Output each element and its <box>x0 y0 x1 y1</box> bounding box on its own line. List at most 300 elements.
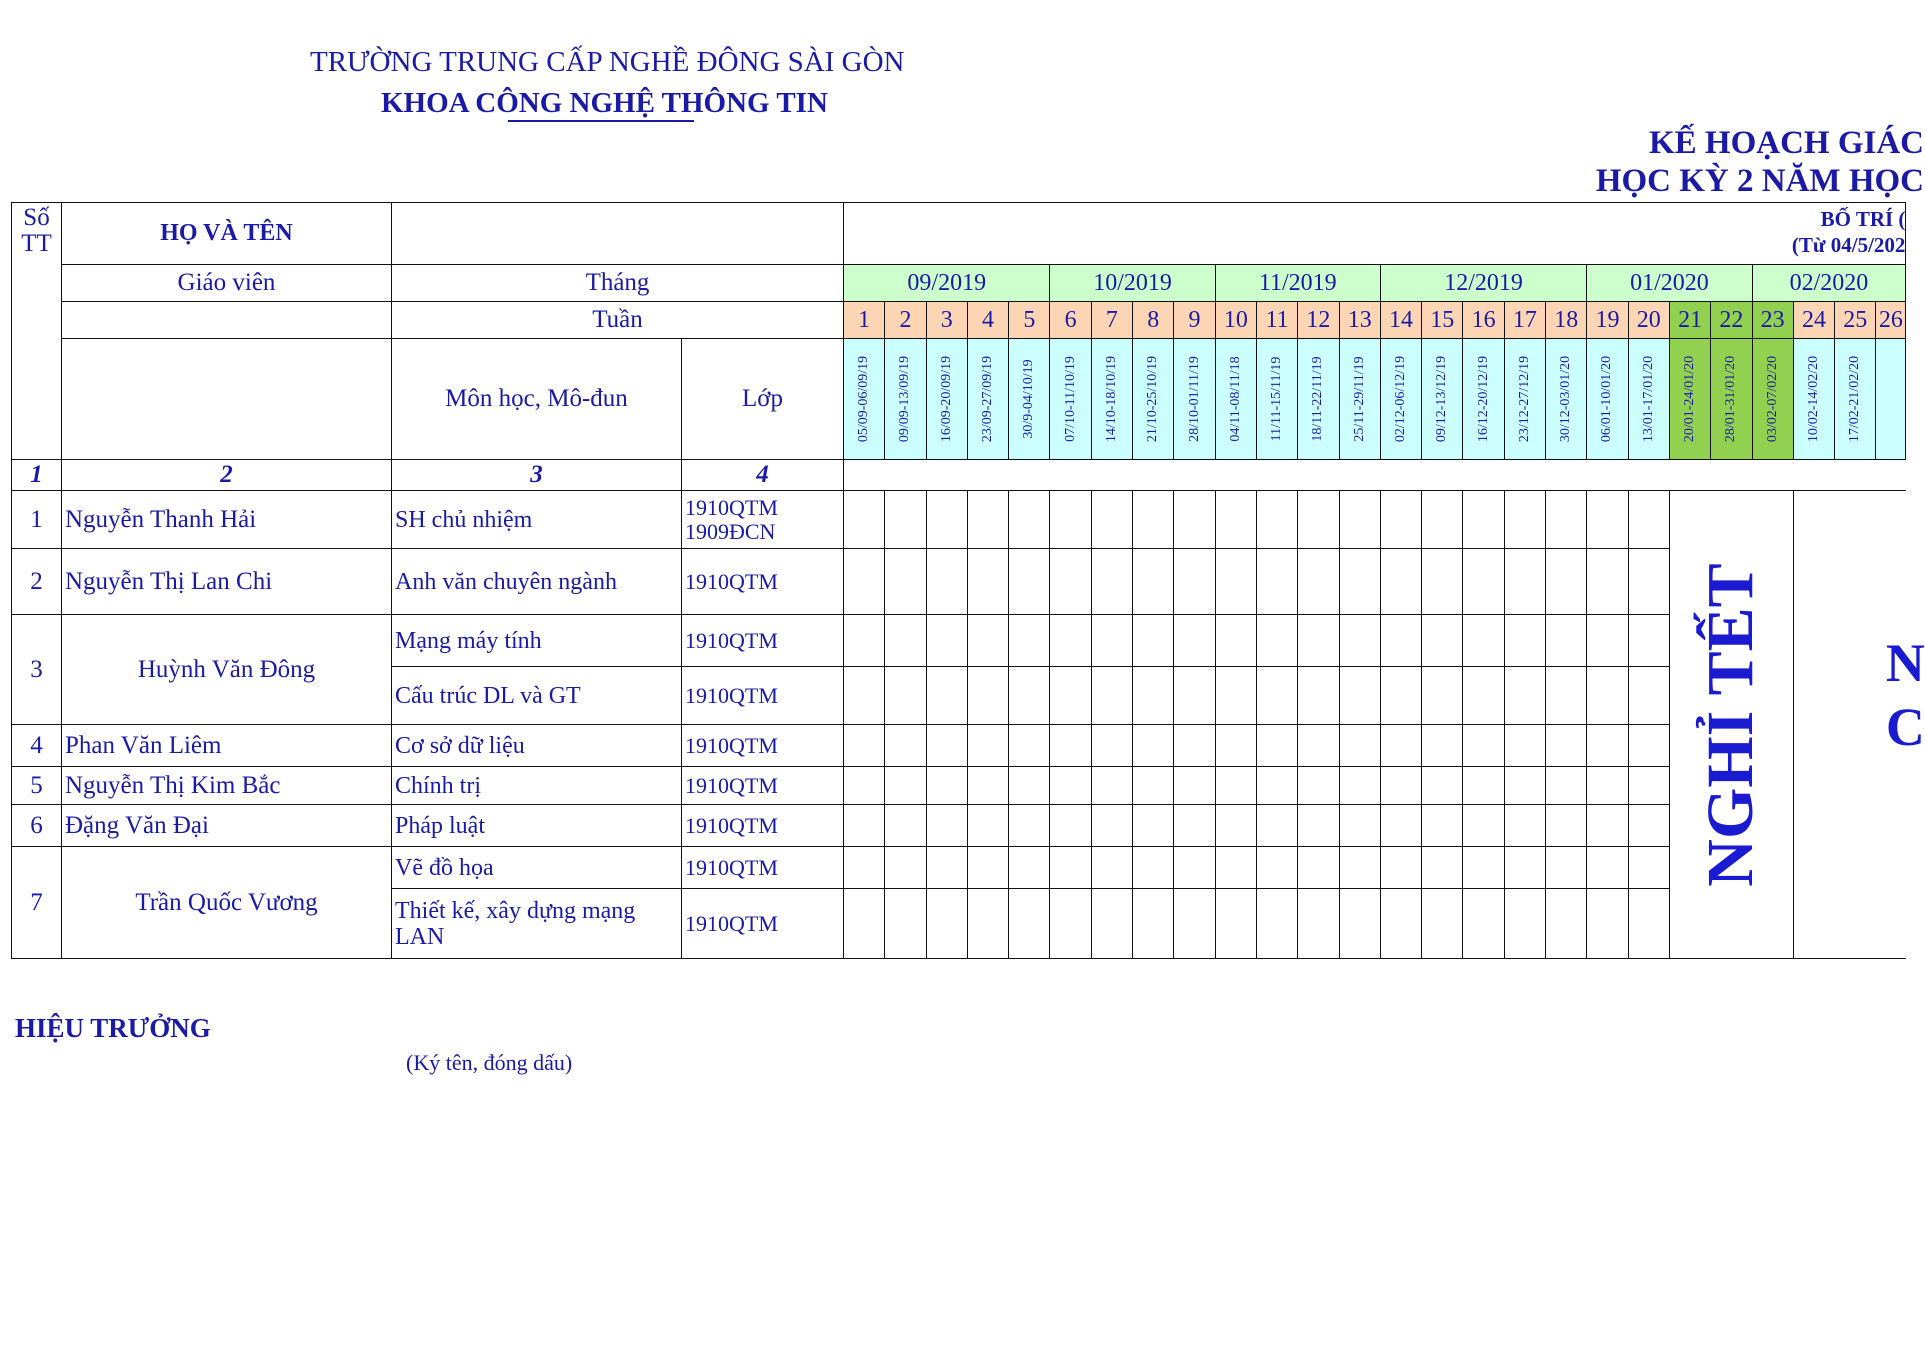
class-code: 1909ĐCN <box>685 518 776 544</box>
schedule-cell <box>1174 491 1215 549</box>
teacher-name: Phan Văn Liêm <box>62 725 392 767</box>
row-stt: 6 <box>12 805 62 847</box>
date-label: 03/02-07/02/20 <box>1764 355 1780 443</box>
week-cell: 17 <box>1504 302 1545 339</box>
column-index: 4 <box>682 460 844 491</box>
schedule-cell <box>1174 847 1215 889</box>
date-label: 16/12-20/12/19 <box>1475 355 1491 443</box>
schedule-cell <box>1174 889 1215 959</box>
class-code: 1910QTM <box>685 910 778 936</box>
schedule-cell <box>1463 491 1504 549</box>
schedule-cell <box>1009 889 1050 959</box>
row-stt: 4 <box>12 725 62 767</box>
date-label: 20/01-24/01/20 <box>1682 355 1698 443</box>
schedule-cell <box>1174 667 1215 725</box>
blank-cell <box>62 339 392 460</box>
index-spacer <box>844 460 1906 491</box>
schedule-cell <box>1133 725 1174 767</box>
schedule-cell <box>967 549 1008 615</box>
week-cell: 24 <box>1793 302 1834 339</box>
schedule-cell <box>1339 725 1380 767</box>
week-cell: 23 <box>1752 302 1793 339</box>
schedule-cell <box>926 667 967 725</box>
schedule-cell <box>1298 889 1339 959</box>
week-cell: 13 <box>1339 302 1380 339</box>
schedule-cell <box>1587 667 1628 725</box>
schedule-cell <box>1174 549 1215 615</box>
row-stt: 1 <box>12 491 62 549</box>
schedule-cell <box>1339 549 1380 615</box>
teacher-name: Trần Quốc Vương <box>62 847 392 959</box>
schedule-cell <box>1546 847 1587 889</box>
schedule-cell <box>885 847 926 889</box>
week-cell: 18 <box>1546 302 1587 339</box>
schedule-cell <box>1628 725 1669 767</box>
month-cell: 12/2019 <box>1380 265 1586 302</box>
schedule-cell <box>1091 491 1132 549</box>
schedule-cell <box>1009 725 1050 767</box>
week-cell: 16 <box>1463 302 1504 339</box>
schedule-cell <box>1050 549 1091 615</box>
schedule-cell <box>1504 767 1545 805</box>
class-list <box>682 725 844 767</box>
date-label: 28/10-01/11/19 <box>1186 356 1202 442</box>
date-label: 13/01-17/01/20 <box>1640 355 1656 443</box>
schedule-cell <box>1009 847 1050 889</box>
schedule-cell <box>1463 725 1504 767</box>
class-code: 1910QTM <box>685 627 778 653</box>
schedule-cell <box>1546 491 1587 549</box>
schedule-cell <box>1339 767 1380 805</box>
schedule-cell <box>1256 725 1297 767</box>
schedule-cell <box>1628 667 1669 725</box>
date-cell <box>1298 339 1339 460</box>
schedule-cell <box>1504 491 1545 549</box>
subject-name: Pháp luật <box>392 805 682 847</box>
schedule-cell <box>1380 889 1421 959</box>
class-code: 1910QTM <box>685 494 778 520</box>
subject-name: Mạng máy tính <box>392 615 682 667</box>
week-cell: 2 <box>885 302 926 339</box>
subject-name: Thiết kế, xây dựng mạng LAN <box>392 889 682 959</box>
subject-name: SH chủ nhiệm <box>392 491 682 549</box>
date-cell <box>1050 339 1091 460</box>
date-cell <box>1711 339 1752 460</box>
schedule-cell <box>1215 491 1256 549</box>
week-cell: 19 <box>1587 302 1628 339</box>
schedule-cell <box>1339 847 1380 889</box>
date-label: 23/12-27/12/19 <box>1516 355 1532 443</box>
week-cell: 5 <box>1009 302 1050 339</box>
next-block <box>1793 491 1925 959</box>
schedule-cell <box>1422 491 1463 549</box>
schedule-cell <box>1463 667 1504 725</box>
schedule-cell <box>844 615 885 667</box>
schedule-cell <box>967 667 1008 725</box>
blank-header <box>392 203 844 265</box>
schedule-cell <box>1091 805 1132 847</box>
schedule-cell <box>1380 805 1421 847</box>
stt-header: Số TT <box>12 203 62 460</box>
date-label: 30/12-03/01/20 <box>1558 355 1574 443</box>
date-cell <box>885 339 926 460</box>
schedule-cell <box>967 767 1008 805</box>
date-cell <box>1793 339 1834 460</box>
blank-cell <box>62 302 392 339</box>
schedule-cell <box>926 805 967 847</box>
schedule-cell <box>885 767 926 805</box>
schedule-cell <box>1463 615 1504 667</box>
date-cell <box>1339 339 1380 460</box>
schedule-cell <box>1380 549 1421 615</box>
schedule-cell <box>1339 889 1380 959</box>
schedule-cell <box>1050 615 1091 667</box>
schedule-cell <box>926 889 967 959</box>
schedule-cell <box>1339 491 1380 549</box>
schedule-cell <box>1587 767 1628 805</box>
schedule-cell <box>967 805 1008 847</box>
schedule-cell <box>1215 725 1256 767</box>
schedule-cell <box>926 767 967 805</box>
schedule-cell <box>1504 549 1545 615</box>
class-list <box>682 767 844 805</box>
schedule-cell <box>967 889 1008 959</box>
month-cell: 01/2020 <box>1587 265 1752 302</box>
date-cell <box>1133 339 1174 460</box>
class-code: 1910QTM <box>685 854 778 880</box>
row-stt: 7 <box>12 847 62 959</box>
schedule-cell <box>885 667 926 725</box>
teacher-name: Nguyễn Thị Kim Bắc <box>62 767 392 805</box>
class-list <box>682 847 844 889</box>
schedule-cell <box>1504 805 1545 847</box>
schedule-cell <box>1587 491 1628 549</box>
date-label: 25/11-29/11/19 <box>1351 356 1367 442</box>
week-cell: 10 <box>1215 302 1256 339</box>
date-cell <box>1380 339 1421 460</box>
schedule-cell <box>844 767 885 805</box>
date-cell <box>1256 339 1297 460</box>
schedule-cell <box>1133 767 1174 805</box>
schedule-cell <box>1050 805 1091 847</box>
schedule-cell <box>1422 889 1463 959</box>
schedule-cell <box>1133 549 1174 615</box>
week-cell: 15 <box>1422 302 1463 339</box>
schedule-cell <box>926 491 967 549</box>
schedule-cell <box>1215 805 1256 847</box>
schedule-cell <box>1091 767 1132 805</box>
signature-note: (Ký tên, đóng dấu) <box>406 1050 573 1075</box>
week-cell: 26 <box>1876 302 1906 339</box>
schedule-cell <box>885 549 926 615</box>
date-cell <box>1504 339 1545 460</box>
schedule-cell <box>1256 667 1297 725</box>
schedule-cell <box>1256 805 1297 847</box>
schedule-cell <box>926 847 967 889</box>
schedule-cell <box>1133 491 1174 549</box>
schedule-cell <box>844 847 885 889</box>
faculty-underline <box>508 120 694 122</box>
date-label: 30/9-04/10/19 <box>1021 359 1037 439</box>
schedule-cell <box>1504 667 1545 725</box>
schedule-cell <box>1050 725 1091 767</box>
date-label: 18/11-22/11/19 <box>1310 356 1326 442</box>
row-stt: 3 <box>12 615 62 725</box>
date-cell <box>1835 339 1876 460</box>
schedule-cell <box>844 805 885 847</box>
class-code: 1910QTM <box>685 732 778 758</box>
subject-header: Môn học, Mô-đun <box>392 339 682 460</box>
month-cell: 10/2019 <box>1050 265 1215 302</box>
schedule-cell <box>1009 491 1050 549</box>
date-label: 04/11-08/11/18 <box>1227 356 1243 442</box>
schedule-cell <box>1463 805 1504 847</box>
date-label: 09/12-13/12/19 <box>1434 355 1450 443</box>
date-cell <box>1091 339 1132 460</box>
schedule-cell <box>967 615 1008 667</box>
schedule-cell <box>1422 667 1463 725</box>
plan-title: KẾ HOẠCH GIÁC <box>1648 125 1924 161</box>
date-label: 14/10-18/10/19 <box>1103 355 1119 443</box>
schedule-cell <box>1339 805 1380 847</box>
subject-name: Vẽ đồ họa <box>392 847 682 889</box>
date-label: 11/11-15/11/19 <box>1269 356 1285 442</box>
schedule-cell <box>1628 889 1669 959</box>
month-cell: 11/2019 <box>1215 265 1380 302</box>
week-cell: 20 <box>1628 302 1669 339</box>
subject-name: Anh văn chuyên ngành <box>392 549 682 615</box>
date-label: 21/10-25/10/19 <box>1145 355 1161 443</box>
class-code: 1910QTM <box>685 772 778 798</box>
date-cell <box>1876 339 1906 460</box>
class-list <box>682 667 844 725</box>
semester-title: HỌC KỲ 2 NĂM HỌC <box>1595 163 1924 199</box>
date-cell <box>1669 339 1710 460</box>
schedule-cell <box>1380 667 1421 725</box>
schedule-cell <box>1628 805 1669 847</box>
schedule-cell <box>1091 549 1132 615</box>
faculty-name: KHOA CÔNG NGHỆ THÔNG TIN <box>381 87 828 119</box>
schedule-cell <box>885 491 926 549</box>
date-label: 09/09-13/09/19 <box>897 355 913 443</box>
schedule-cell <box>1009 667 1050 725</box>
column-index: 3 <box>392 460 682 491</box>
schedule-cell <box>967 847 1008 889</box>
month-label: Tháng <box>392 265 844 302</box>
week-cell: 14 <box>1380 302 1421 339</box>
schedule-cell <box>1256 767 1297 805</box>
date-label: 28/01-31/01/20 <box>1723 355 1739 443</box>
schedule-cell <box>926 615 967 667</box>
schedule-cell <box>844 667 885 725</box>
schedule-cell <box>1628 847 1669 889</box>
principal-label: HIỆU TRƯỞNG <box>15 1013 211 1043</box>
class-list <box>682 615 844 667</box>
schedule-cell <box>1546 767 1587 805</box>
date-cell <box>1009 339 1050 460</box>
schedule-cell <box>1380 847 1421 889</box>
column-index: 2 <box>62 460 392 491</box>
schedule-cell <box>1422 805 1463 847</box>
teacher-name: Huỳnh Văn Đông <box>62 615 392 725</box>
row-stt: 2 <box>12 549 62 615</box>
schedule-cell <box>1422 615 1463 667</box>
schedule-cell <box>844 889 885 959</box>
schedule-cell <box>1587 805 1628 847</box>
class-code: 1910QTM <box>685 568 778 594</box>
class-list <box>682 549 844 615</box>
week-cell: 9 <box>1174 302 1215 339</box>
teacher-header: Giáo viên <box>62 265 392 302</box>
schedule-cell <box>1091 725 1132 767</box>
teacher-name: Nguyễn Thị Lan Chi <box>62 549 392 615</box>
schedule-cell <box>1587 847 1628 889</box>
date-cell <box>1546 339 1587 460</box>
date-label: 07/10-11/10/19 <box>1062 356 1078 442</box>
date-cell <box>1422 339 1463 460</box>
date-cell <box>844 339 885 460</box>
date-label: 17/02-21/02/20 <box>1847 355 1863 443</box>
schedule-cell <box>1339 615 1380 667</box>
week-cell: 8 <box>1133 302 1174 339</box>
schedule-cell <box>1380 491 1421 549</box>
schedule-cell <box>1215 615 1256 667</box>
date-cell <box>1215 339 1256 460</box>
schedule-cell <box>1546 725 1587 767</box>
week-cell: 21 <box>1669 302 1710 339</box>
schedule-cell <box>1174 767 1215 805</box>
arrangement-label: BỐ TRÍ ( <box>1820 207 1906 231</box>
schedule-cell <box>1587 549 1628 615</box>
schedule-cell <box>1091 889 1132 959</box>
week-cell: 12 <box>1298 302 1339 339</box>
schedule-cell <box>1422 767 1463 805</box>
school-name: TRƯỜNG TRUNG CẤP NGHỀ ĐÔNG SÀI GÒN <box>310 46 905 78</box>
schedule-cell <box>1050 667 1091 725</box>
schedule-cell <box>1463 847 1504 889</box>
date-label: 10/02-14/02/20 <box>1805 355 1821 443</box>
schedule-cell <box>1628 615 1669 667</box>
month-cell: 02/2020 <box>1752 265 1906 302</box>
class-list <box>682 805 844 847</box>
tet-holiday-label: NGHỈ TẾT <box>1694 562 1768 887</box>
subject-name: Cấu trúc DL và GT <box>392 667 682 725</box>
schedule-cell <box>885 615 926 667</box>
week-label: Tuần <box>392 302 844 339</box>
date-label: 06/01-10/01/20 <box>1599 355 1615 443</box>
schedule-cell <box>1546 667 1587 725</box>
date-cell <box>926 339 967 460</box>
row-stt: 5 <box>12 767 62 805</box>
class-header: Lớp <box>682 339 844 460</box>
week-cell: 22 <box>1711 302 1752 339</box>
schedule-cell <box>1298 549 1339 615</box>
teaching-plan-table <box>11 202 1925 959</box>
schedule-cell <box>1009 615 1050 667</box>
schedule-cell <box>1133 889 1174 959</box>
schedule-cell <box>1546 549 1587 615</box>
class-code: 1910QTM <box>685 682 778 708</box>
schedule-cell <box>1628 549 1669 615</box>
schedule-cell <box>1504 889 1545 959</box>
schedule-cell <box>844 549 885 615</box>
schedule-cell <box>1422 725 1463 767</box>
date-label: 16/09-20/09/19 <box>938 355 954 443</box>
date-label: 05/09-06/09/19 <box>856 355 872 443</box>
schedule-cell <box>1587 889 1628 959</box>
schedule-cell <box>1504 725 1545 767</box>
schedule-cell <box>1133 667 1174 725</box>
schedule-cell <box>1380 725 1421 767</box>
schedule-cell <box>1587 725 1628 767</box>
schedule-cell <box>926 549 967 615</box>
date-cell <box>1752 339 1793 460</box>
schedule-cell <box>1298 767 1339 805</box>
week-cell: 3 <box>926 302 967 339</box>
week-cell: 7 <box>1091 302 1132 339</box>
schedule-cell <box>1215 549 1256 615</box>
name-header: HỌ VÀ TÊN <box>62 203 392 265</box>
schedule-cell <box>1215 847 1256 889</box>
schedule-cell <box>1174 725 1215 767</box>
schedule-cell <box>1174 805 1215 847</box>
date-cell <box>1463 339 1504 460</box>
schedule-cell <box>1546 805 1587 847</box>
week-cell: 25 <box>1835 302 1876 339</box>
schedule-cell <box>1504 615 1545 667</box>
schedule-cell <box>1256 549 1297 615</box>
schedule-cell <box>1009 805 1050 847</box>
schedule-cell <box>1298 615 1339 667</box>
schedule-cell <box>1339 667 1380 725</box>
schedule-cell <box>1380 615 1421 667</box>
schedule-cell <box>1298 805 1339 847</box>
schedule-cell <box>1256 491 1297 549</box>
schedule-cell <box>1050 767 1091 805</box>
schedule-cell <box>1298 491 1339 549</box>
week-cell: 11 <box>1256 302 1297 339</box>
month-cell: 09/2019 <box>844 265 1050 302</box>
schedule-cell <box>1422 847 1463 889</box>
schedule-cell <box>1463 889 1504 959</box>
schedule-cell <box>1463 767 1504 805</box>
schedule-cell <box>844 725 885 767</box>
schedule-cell <box>1215 889 1256 959</box>
schedule-cell <box>1215 667 1256 725</box>
schedule-cell <box>1298 725 1339 767</box>
schedule-cell <box>1546 889 1587 959</box>
schedule-cell <box>1009 549 1050 615</box>
schedule-cell <box>1628 491 1669 549</box>
week-cell: 4 <box>967 302 1008 339</box>
teacher-name: Nguyễn Thanh Hải <box>62 491 392 549</box>
subject-name: Chính trị <box>392 767 682 805</box>
class-list <box>682 889 844 959</box>
schedule-cell <box>926 725 967 767</box>
date-cell <box>1628 339 1669 460</box>
schedule-cell <box>1256 889 1297 959</box>
schedule-cell <box>1091 667 1132 725</box>
schedule-cell <box>1628 767 1669 805</box>
schedule-cell <box>1546 615 1587 667</box>
date-range-label: (Từ 04/5/202 <box>1791 233 1906 257</box>
schedule-cell <box>1380 767 1421 805</box>
schedule-cell <box>1091 847 1132 889</box>
date-label: 23/09-27/09/19 <box>980 355 996 443</box>
class-list <box>682 491 844 549</box>
schedule-cell <box>1298 667 1339 725</box>
teacher-name: Đặng Văn Đại <box>62 805 392 847</box>
